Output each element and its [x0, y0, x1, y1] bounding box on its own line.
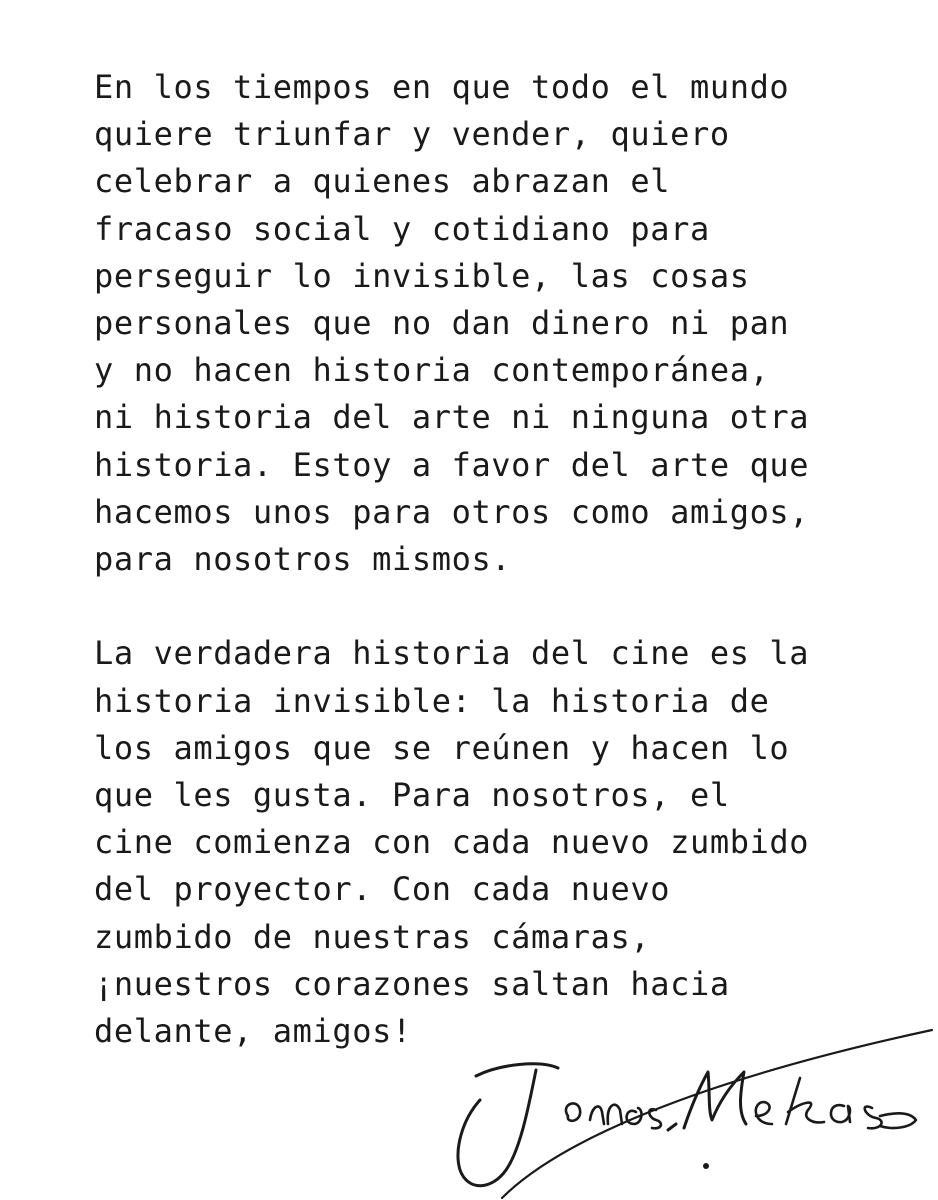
text-line: cine comienza con cada nuevo zumbido — [94, 823, 810, 862]
text-line: quiere triunfar y vender, quiero — [94, 115, 730, 154]
text-line: del proyector. Con cada nuevo — [94, 870, 671, 909]
signature-dot — [703, 1163, 709, 1169]
signature-stroke-j — [458, 1064, 558, 1186]
text-line: La verdadera historia del cine es la — [94, 634, 810, 673]
text-line: delante, amigos! — [94, 1012, 412, 1051]
text-line: celebrar a quienes abrazan el — [94, 162, 671, 201]
signature-stroke-ekas — [756, 1078, 916, 1128]
paragraph-1 — [94, 64, 894, 583]
letter-text — [94, 64, 894, 1055]
text-line: perseguir lo invisible, las cosas — [94, 256, 750, 295]
signature-stroke-dash — [668, 1124, 676, 1130]
text-line: En los tiempos en que todo el mundo — [94, 68, 790, 106]
signature-icon — [440, 1020, 938, 1200]
signature-stroke-m — [684, 1072, 746, 1128]
text-line: y no hacen historia contemporánea, — [94, 351, 770, 390]
text-line: ¡nuestros corazones saltan hacia — [94, 964, 730, 1003]
paragraph-2 — [94, 630, 894, 1055]
signature-stroke-onas — [566, 1103, 661, 1128]
text-line: historia. Estoy a favor del arte que — [94, 445, 810, 484]
text-line: fracaso social y cotidiano para — [94, 209, 710, 248]
text-line: los amigos que se reúnen y hacen lo — [94, 728, 790, 767]
text-line: historia invisible: la historia de — [94, 681, 770, 720]
text-line: hacemos unos para otros como amigos, — [94, 492, 810, 531]
text-line: personales que no dan dinero ni pan — [94, 304, 790, 343]
text-line: zumbido de nuestras cámaras, — [94, 917, 651, 956]
text-line: ni historia del arte ni ninguna otra — [94, 398, 810, 437]
text-line: que les gusta. Para nosotros, el — [94, 776, 730, 815]
text-line: para nosotros mismos. — [94, 540, 512, 579]
